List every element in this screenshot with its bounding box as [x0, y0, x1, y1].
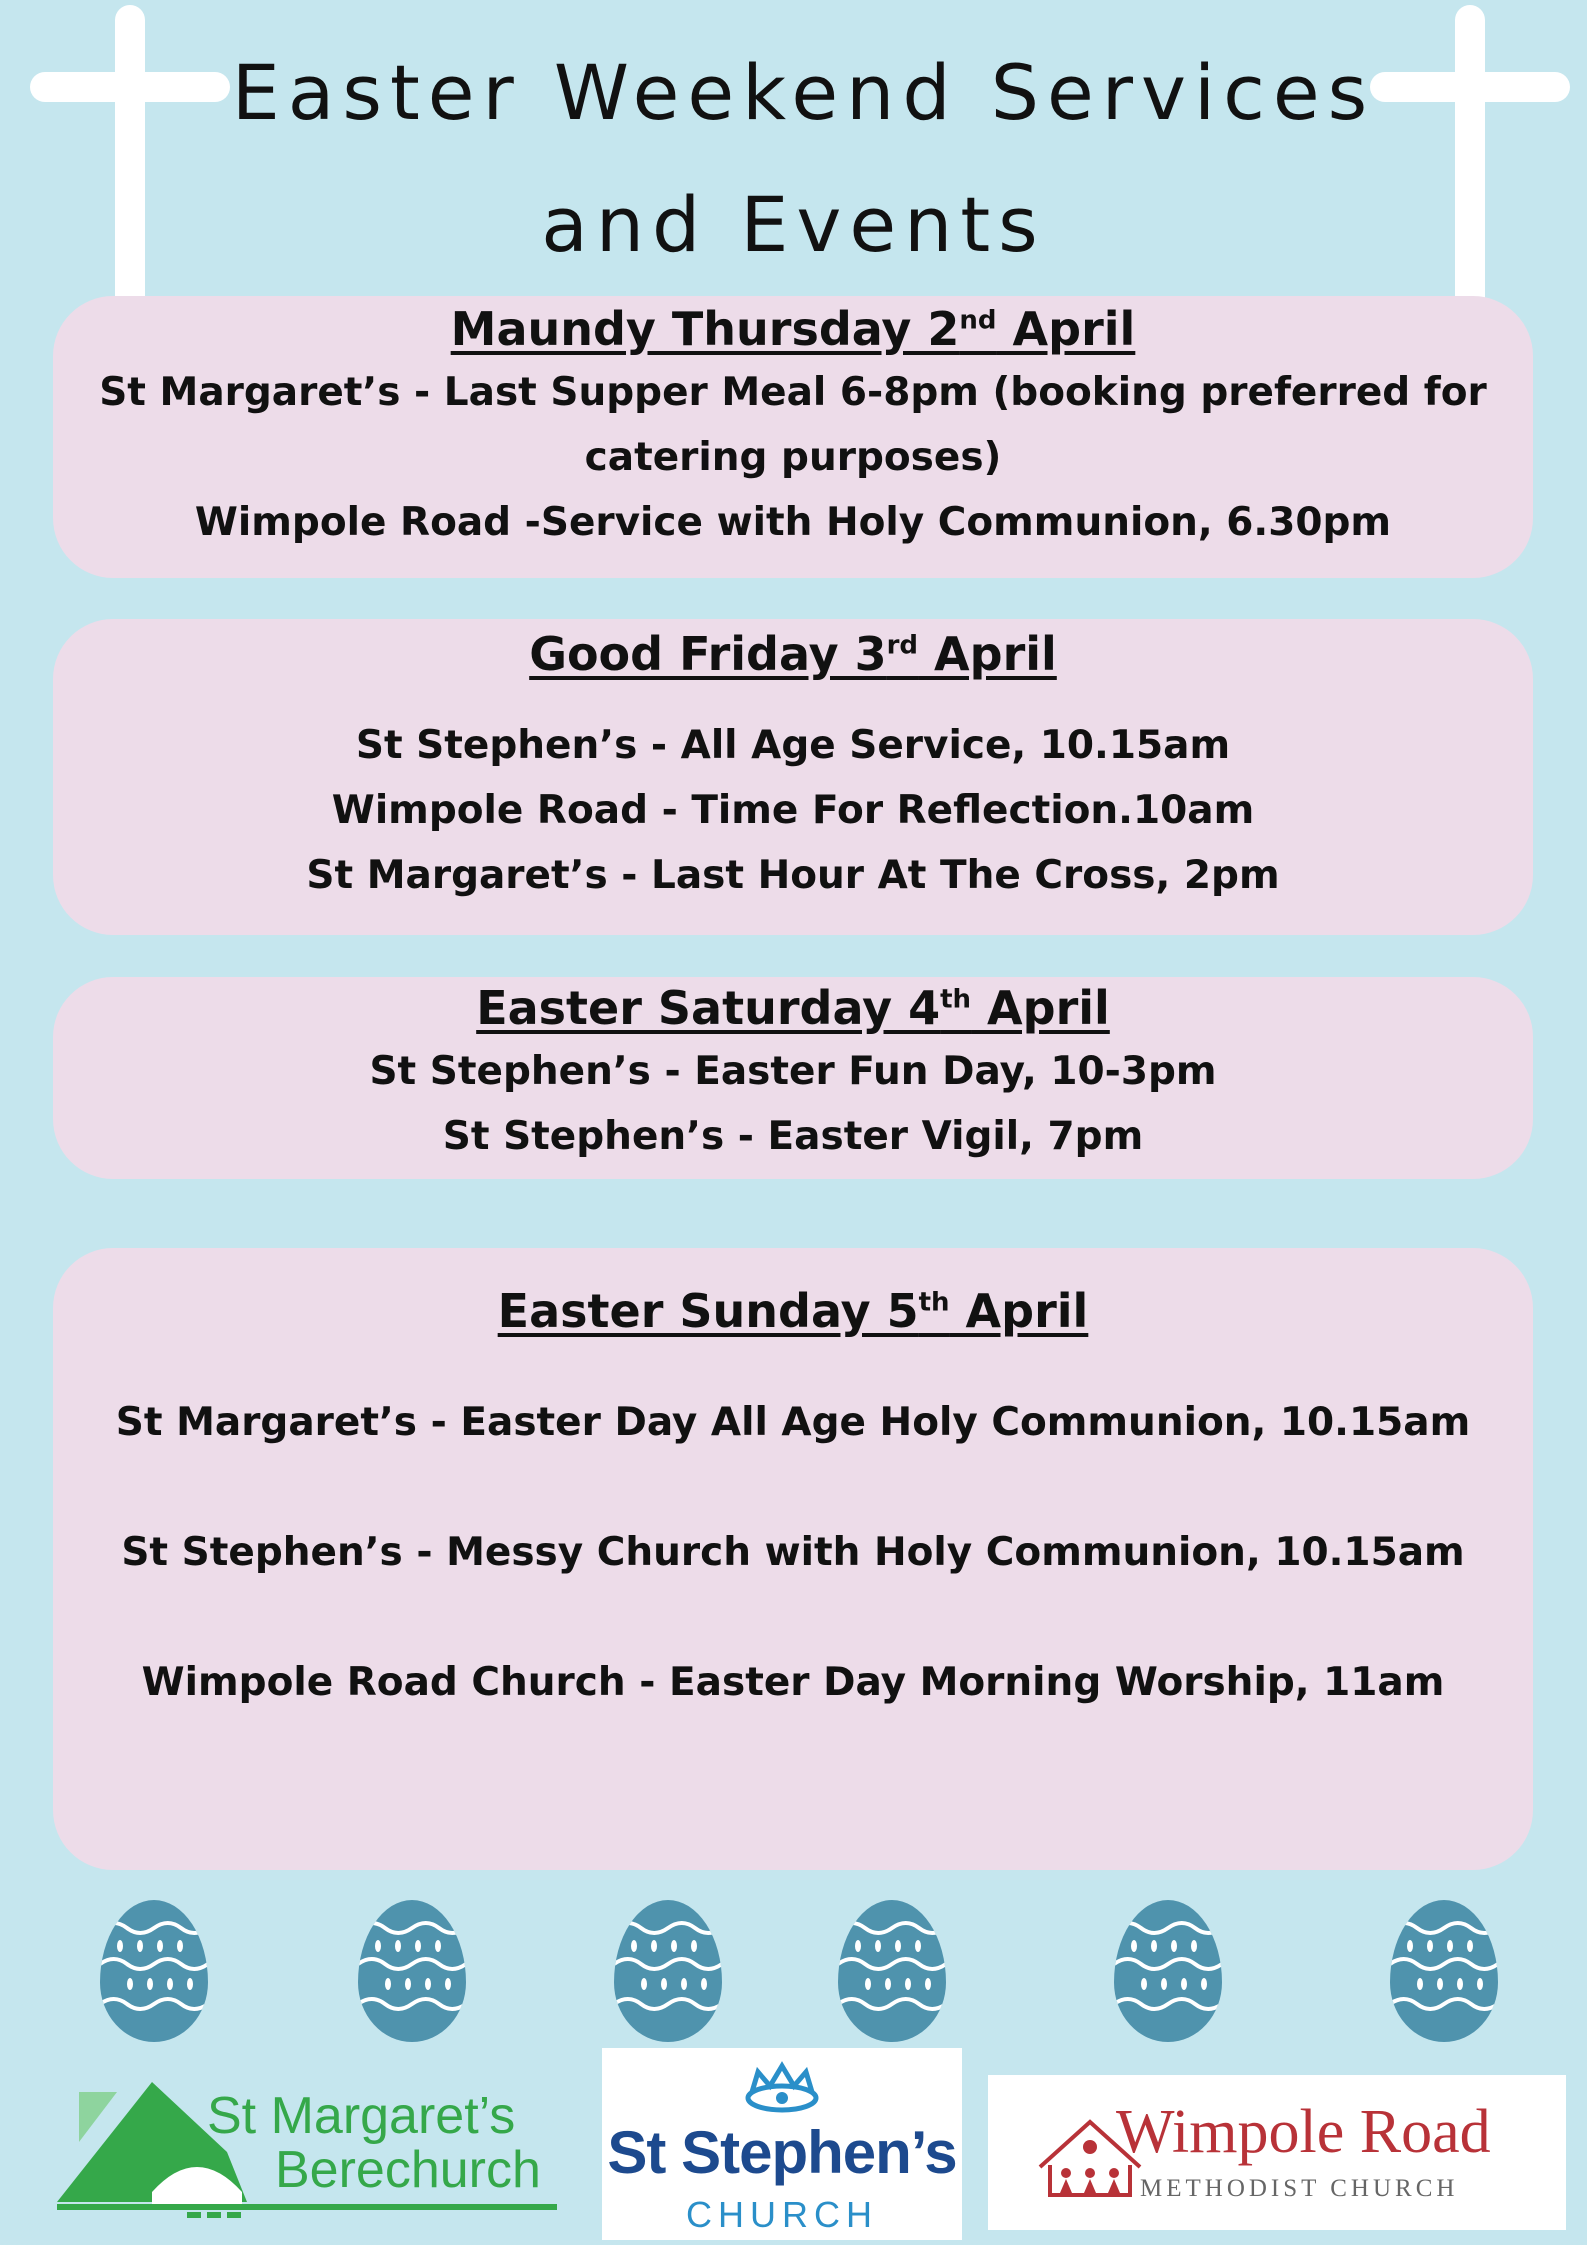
easter-egg-icon [358, 1900, 466, 2042]
card-heading: Maundy Thursday 2nd April [450, 302, 1136, 356]
st-margarets-name: St Margaret’s [207, 2087, 516, 2145]
event-line: Wimpole Road - Time For Reflection.10am [331, 787, 1255, 833]
crown-icon [602, 2052, 962, 2122]
st-margarets-place: Berechurch [275, 2141, 541, 2199]
event-line: St Stephen’s - Messy Church with Holy Communion, 10.15am [121, 1529, 1465, 1575]
card-maundy-thursday [53, 296, 1533, 578]
event-line: St Margaret’s - Easter Day All Age Holy Communion, 10.15am [115, 1399, 1471, 1445]
st-stephens-logo [602, 2048, 962, 2240]
event-line: St Stephen’s - Easter Vigil, 7pm [442, 1113, 1144, 1159]
event-line: Wimpole Road Church - Easter Day Morning Worship, 11am [141, 1659, 1445, 1705]
card-easter-sunday [53, 1248, 1533, 1870]
easter-egg-icon [838, 1900, 946, 2042]
easter-eggs-row [0, 1900, 1587, 2050]
easter-egg-icon [1114, 1900, 1222, 2042]
st-stephens-sub: CHURCH [686, 2194, 878, 2235]
easter-egg-icon [100, 1900, 208, 2042]
title-line-1: Easter Weekend Services [231, 48, 1376, 137]
title-line-2: and Events [541, 180, 1046, 269]
wimpole-road-logo [988, 2075, 1566, 2230]
event-line: St Stephen’s - All Age Service, 10.15am [355, 722, 1231, 768]
event-line: catering purposes) [584, 434, 1002, 480]
card-heading: Good Friday 3rd April [529, 627, 1057, 681]
card-heading: Easter Saturday 4th April [476, 981, 1110, 1035]
event-line: St Stephen’s - Easter Fun Day, 10-3pm [369, 1048, 1217, 1094]
st-margarets-logo [57, 2072, 557, 2222]
st-stephens-name: St Stephen’s [607, 2119, 957, 2186]
event-line: Wimpole Road -Service with Holy Communion, 6.30pm [194, 499, 1392, 545]
easter-egg-icon [614, 1900, 722, 2042]
easter-egg-icon [1390, 1900, 1498, 2042]
event-line: St Margaret’s - Last Supper Meal 6-8pm (booking preferred for [99, 369, 1487, 415]
card-heading: Easter Sunday 5th April [497, 1284, 1089, 1338]
wimpole-road-name: Wimpole Road [1116, 2098, 1491, 2166]
card-easter-saturday [53, 977, 1533, 1179]
event-line: St Margaret’s - Last Hour At The Cross, 2pm [306, 852, 1280, 898]
wimpole-road-sub: METHODIST CHURCH [1140, 2175, 1459, 2202]
card-good-friday [53, 619, 1533, 935]
